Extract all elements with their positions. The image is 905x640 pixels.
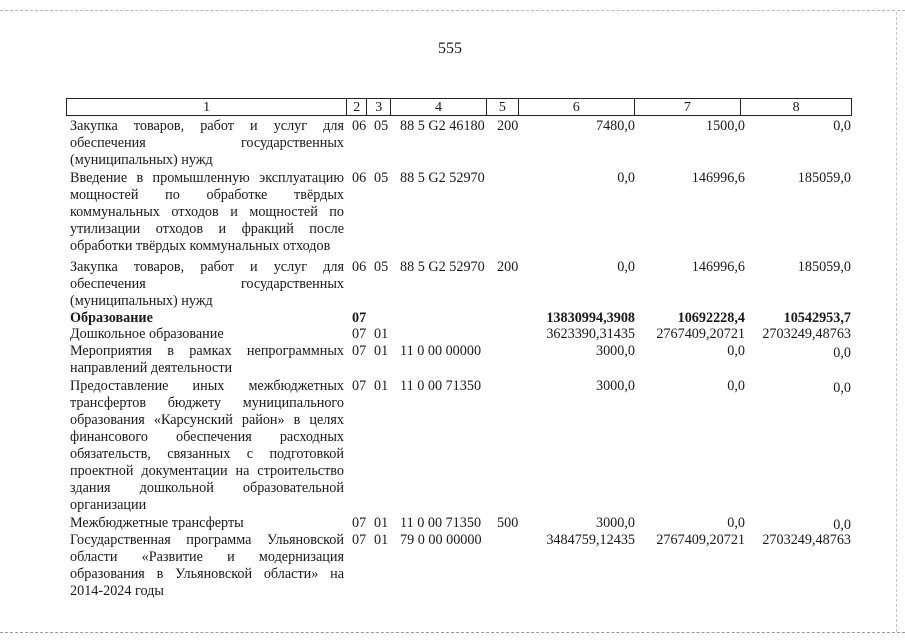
row-section: 07 [352,515,367,531]
row-target-code: 11 0 00 71350 [400,378,482,394]
row-section: 07 [352,343,367,359]
row-name: Закупка товаров, работ и услуг для обеспечения государственных (муниципальных) нужд [70,118,344,168]
header-col-7: 7 [635,99,742,115]
row-value-8: 185059,0 [797,170,851,186]
row-value-6: 0,0 [617,259,635,275]
row-name: Дошкольное образование [70,326,224,342]
row-subsection: 01 [374,515,389,531]
row-value-6: 3000,0 [595,343,635,359]
row-value-7: 146996,6 [691,259,745,275]
row-section: 07 [352,310,367,326]
row-expense-type: 200 [497,259,519,275]
header-col-2: 2 [347,99,367,115]
row-section: 07 [352,532,367,548]
row-expense-type: 200 [497,118,519,134]
row-value-6: 13830994,3908 [546,310,635,326]
row-value-6: 3000,0 [595,378,635,394]
row-value-8: 10542953,7 [783,310,851,326]
row-name: Образование [70,310,153,326]
row-value-8: 0,0 [833,345,851,361]
header-col-1: 1 [67,99,347,115]
scan-edge-bottom [0,632,905,633]
row-name: Предоставление иных межбюджетных трансфертов бюджету муниципального образования «Карсунский район» в целях финансового обеспечения расходных обязательств, связанных с подготовкой проектной документации на строительство здания дошкольной образовательной организации [70,378,344,513]
row-section: 06 [352,118,367,134]
scan-edge-right [896,12,897,632]
row-target-code: 88 5 G2 52970 [400,170,485,186]
header-col-6: 6 [519,99,635,115]
row-subsection: 05 [374,259,389,275]
row-value-8: 2703249,48763 [762,532,851,548]
row-value-7: 2767409,20721 [656,326,745,342]
row-value-6: 3484759,12435 [546,532,635,548]
header-col-8: 8 [792,100,800,115]
row-value-7: 146996,6 [691,170,745,186]
row-value-6: 7480,0 [595,118,635,134]
row-name: Введение в промышленную эксплуатацию мощностей по обработке твёрдых коммунальных отходов и мощностей по утилизации отходов и фракций после обработки твёрдых коммунальных отходов [70,170,344,254]
header-col-5: 5 [487,99,519,115]
header-col-3: 3 [367,99,391,115]
row-target-code: 88 5 G2 52970 [400,259,485,275]
header-col-4: 4 [391,99,487,115]
row-subsection: 01 [374,378,389,394]
row-subsection: 01 [374,532,389,548]
row-target-code: 11 0 00 00000 [400,343,482,359]
row-value-8: 0,0 [833,517,851,533]
row-value-7: 0,0 [727,378,745,394]
row-section: 06 [352,259,367,275]
row-section: 07 [352,378,367,394]
row-name: Мероприятия в рамках непрограммных направлений деятельности [70,343,344,376]
row-name: Закупка товаров, работ и услуг для обеспечения государственных (муниципальных) нужд [70,259,344,309]
page-number: 555 [438,40,462,57]
row-value-8: 185059,0 [797,259,851,275]
row-value-6: 0,0 [617,170,635,186]
row-value-7: 0,0 [727,515,745,531]
row-value-8: 2703249,48763 [762,326,851,342]
row-subsection: 01 [374,343,389,359]
table-header [66,98,852,116]
row-value-7: 1500,0 [705,118,745,134]
row-expense-type: 500 [497,515,519,531]
row-target-code: 11 0 00 71350 [400,515,482,531]
row-section: 07 [352,326,367,342]
row-target-code: 79 0 00 00000 [400,532,482,548]
row-name: Межбюджетные трансферты [70,515,244,531]
row-value-7: 10692228,4 [677,310,745,326]
row-subsection: 01 [374,326,389,342]
row-target-code: 88 5 G2 46180 [400,118,485,134]
row-value-6: 3623390,31435 [546,326,635,342]
row-subsection: 05 [374,170,389,186]
row-subsection: 05 [374,118,389,134]
row-section: 06 [352,170,367,186]
row-value-8: 0,0 [833,380,851,396]
row-value-8: 0,0 [833,118,851,134]
scan-edge-top [0,10,905,11]
row-value-7: 0,0 [727,343,745,359]
row-value-7: 2767409,20721 [656,532,745,548]
row-name: Государственная программа Ульяновской области «Развитие и модернизация образования в Ульяновской области» на 2014-2024 годы [70,532,344,599]
row-value-6: 3000,0 [595,515,635,531]
